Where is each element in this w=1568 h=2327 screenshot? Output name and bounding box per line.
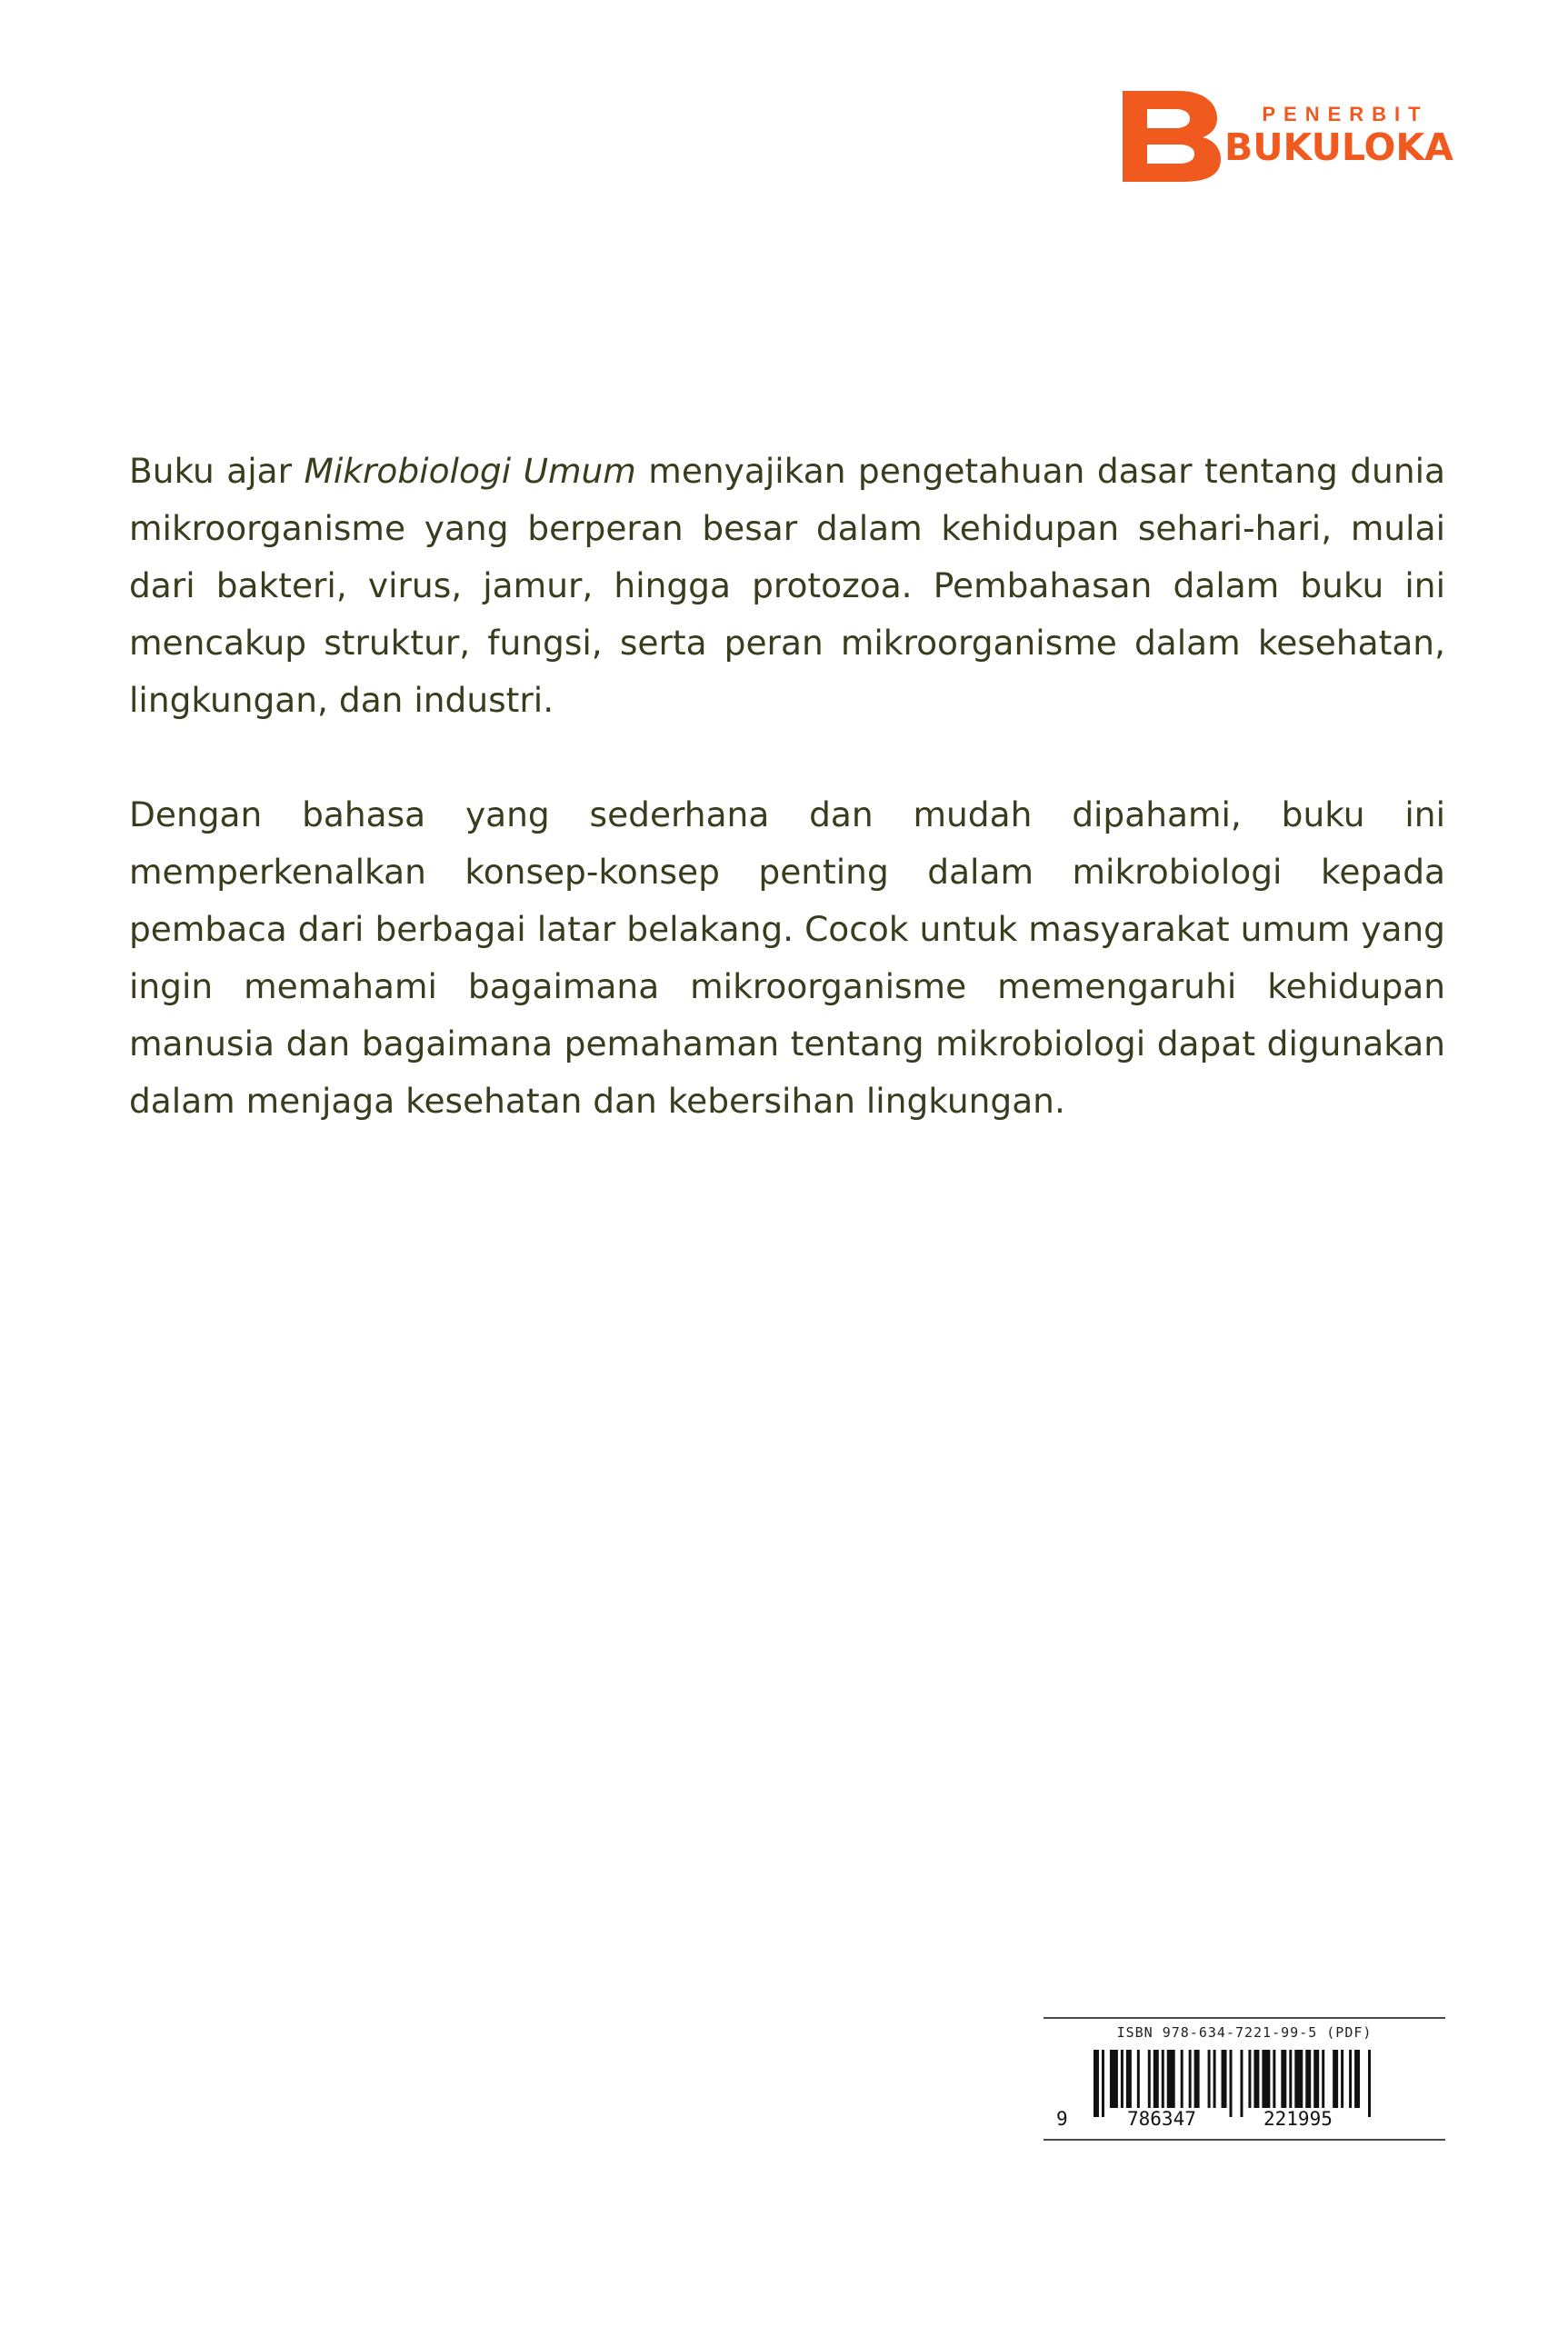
barcode-bar (1189, 2050, 1192, 2108)
barcode-bar (1262, 2050, 1270, 2108)
barcode-bar (1368, 2050, 1371, 2117)
barcode-bar (1322, 2050, 1324, 2108)
barcode-bar (1313, 2050, 1319, 2108)
barcode-bar (1349, 2050, 1352, 2108)
barcode-bar (1121, 2050, 1124, 2108)
barcode-bar (1213, 2050, 1216, 2108)
isbn-bottom-rule (1044, 2139, 1445, 2141)
barcode-bar (1230, 2050, 1233, 2117)
barcode-bar (1354, 2050, 1360, 2108)
barcode-bar (1240, 2050, 1243, 2117)
barcode-digits-right: 221995 (1263, 2108, 1333, 2130)
barcode-bar (1222, 2050, 1227, 2108)
barcode-bar (1154, 2050, 1159, 2108)
publisher-logo (1123, 91, 1453, 182)
barcode-bar (1110, 2050, 1118, 2108)
barcode-bar (1253, 2050, 1259, 2108)
isbn-number: ISBN 978-634-7221-99-5 (PDF) (1116, 2024, 1373, 2041)
barcode-bar (1281, 2050, 1286, 2108)
barcode-bar (1208, 2050, 1211, 2108)
barcode-bar (1289, 2050, 1292, 2108)
barcode-bar (1094, 2050, 1099, 2117)
publisher-b-icon (1123, 91, 1223, 182)
barcode-bar (1273, 2050, 1275, 2108)
isbn-barcode-block (1044, 2017, 1445, 2141)
book-description (129, 443, 1445, 1130)
paragraph-1-body: menyajikan pengetahuan dasar tentang dunia mikroorganisme yang berperan besar dalam kehidupan sehari-hari, mulai dari bakteri, virus, jamur, hingga protozoa. Pembahasan dalam buku ini mencakup struktur, fungsi, serta peran mikroorganisme dalam kesehatan, lingkungan, dan industri. (129, 451, 1445, 720)
b-letter-shape (1123, 91, 1221, 182)
description-paragraph-2: Dengan bahasa yang sederhana dan mudah dipahami, buku ini memperkenalkan konsep-konsep penting dalam mikrobiologi kepada pembaca dari berbagai latar belakang. Cocok untuk masyarakat umum yang ingin memahami bagaimana mikroorganisme memengaruhi kehidupan manusia dan bagaimana pemahaman tentang mikrobiologi dapat digunakan dalam menjaga kesehatan dan kebersihan lingkungan. (129, 794, 1445, 1121)
barcode-bar (1333, 2050, 1338, 2108)
barcode-bar (1148, 2050, 1151, 2108)
barcode-bar (1294, 2050, 1303, 2108)
barcode-bar (1102, 2050, 1104, 2117)
paragraph-1-intro: Buku ajar (129, 451, 305, 491)
publisher-label: PENERBIT (1262, 103, 1429, 125)
barcode-digit-first: 9 (1056, 2108, 1068, 2130)
barcode-graphic (1094, 2050, 1373, 2117)
barcode-bar (1341, 2050, 1343, 2108)
barcode-bar (1126, 2050, 1132, 2108)
barcode-digits-left: 786347 (1127, 2108, 1196, 2130)
isbn-top-rule (1044, 2017, 1445, 2019)
barcode-bar (1137, 2050, 1140, 2108)
barcode-bar (1181, 2050, 1183, 2108)
barcode-bar (1194, 2050, 1200, 2108)
barcode-bar (1167, 2050, 1175, 2108)
publisher-name: BUKULOKA (1224, 125, 1453, 169)
description-paragraph-1 (129, 443, 1445, 729)
barcode-bar (1305, 2050, 1311, 2108)
book-title: Mikrobiologi Umum (304, 451, 636, 491)
barcode-bar (1248, 2050, 1251, 2108)
barcode-bar (1162, 2050, 1164, 2108)
